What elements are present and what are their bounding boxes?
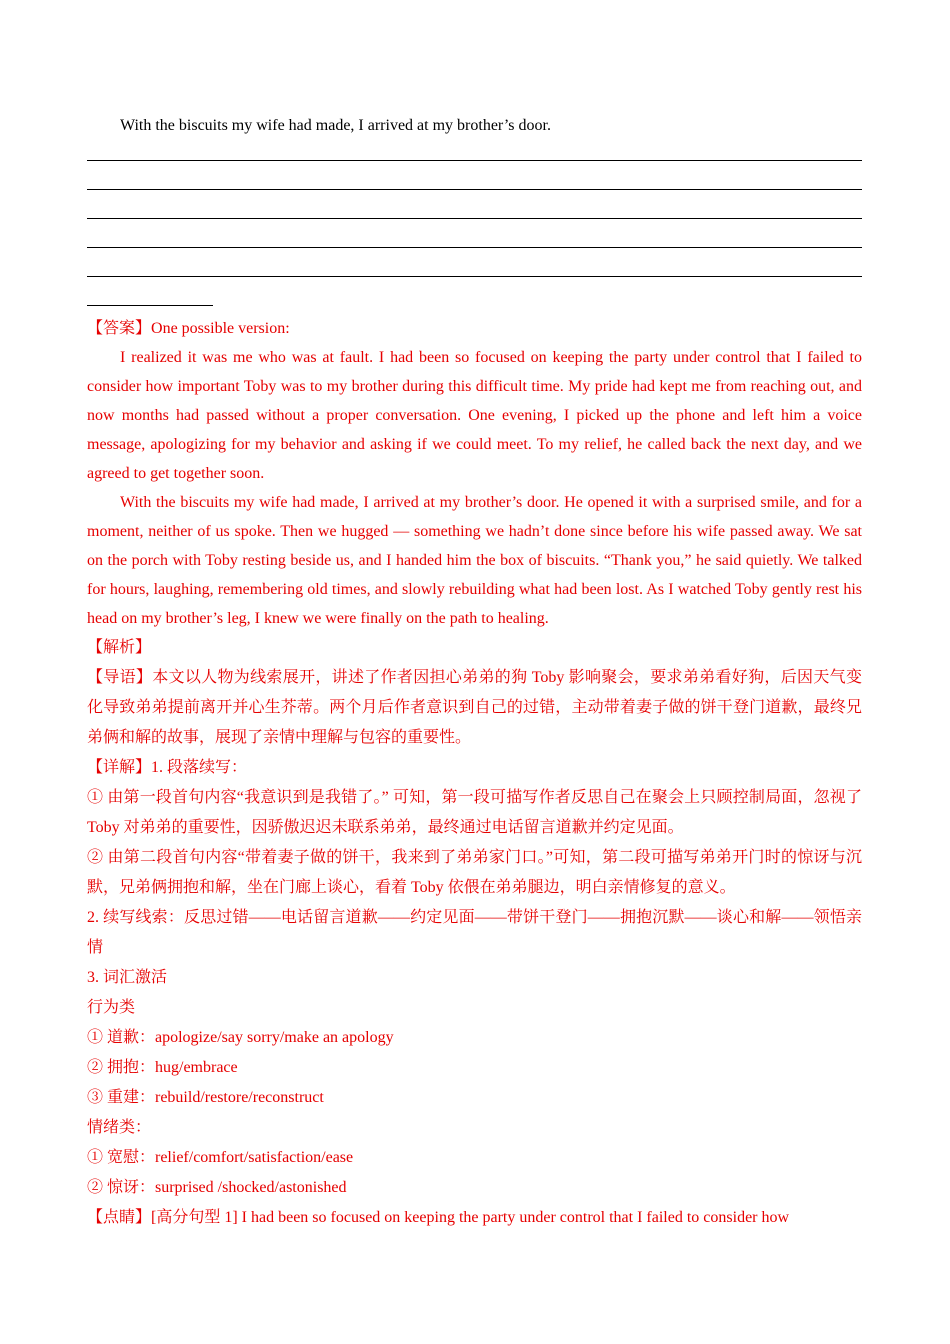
analysis-heading: 【解析】: [87, 639, 152, 656]
continuation-clue: 2. 续写线索：反思过错——电话留言道歉——约定见面——带饼干登门——拥抱沉默——谈心和解——领悟亲情: [87, 909, 862, 956]
highlight-label: 【点睛】: [87, 1209, 152, 1226]
answer-intro: One possible version:: [151, 320, 290, 337]
answer-blank-line: [87, 169, 862, 198]
answer-blank-line-short: [87, 285, 862, 314]
guide-label: 【导语】: [87, 669, 153, 686]
emotion-title: 情绪类：: [87, 1119, 152, 1136]
action-title: 行为类: [87, 999, 136, 1016]
action-item: ② 拥抱：hug/embrace: [87, 1059, 238, 1076]
detail-heading: [87, 753, 862, 783]
answer-heading: [87, 314, 862, 343]
answer-blank-line: [87, 227, 862, 256]
answer-blank-line: [87, 198, 862, 227]
answer-blank-line: [87, 140, 862, 169]
document-content: [87, 111, 862, 1233]
action-item: ③ 重建：rebuild/restore/reconstruct: [87, 1089, 324, 1106]
answer-paragraph-1: I realized it was me who was at fault. I had been so focused on keeping the party under control that I failed to consider how important Toby was to my brother during this difficult time. My pride had kept me from reaching out, and now months had passed without a proper conversation. One evening, I picked up the phone and left him a voice message, apologizing for my behavior and asking if we could meet. To my relief, he called back the next day, and we agreed to get together soon.: [87, 349, 862, 482]
guide-paragraph: [87, 663, 862, 753]
emotion-item: ① 宽慰：relief/comfort/satisfaction/ease: [87, 1149, 354, 1166]
guide-text: 本文以人物为线索展开，讲述了作者因担心弟弟的狗 Toby 影响聚会，要求弟弟看好狗，后因天气变化导致弟弟提前离开并心生芥蒂。两个月后作者意识到自己的过错，主动带着妻子做的饼干登门道歉，最终兄弟俩和解的故事，展现了亲情中理解与包容的重要性。: [87, 669, 862, 746]
answer-paragraph-2: With the biscuits my wife had made, I arrived at my brother’s door. He opened it with a surprised smile, and for a moment, neither of us spoke. Then we hugged — something we hadn’t done since before his wife passed away. We sat on the porch with Toby resting beside us, and I handed him the box of biscuits. “Thank you,” he said quietly. We talked for hours, laughing, remembering old times, and slowly rebuilding what had been lost. As I watched Toby gently rest his head on my brother’s leg, I knew we were finally on the path to healing.: [87, 494, 862, 627]
answer-label: 【答案】: [87, 320, 152, 337]
detail-label: 【详解】: [87, 759, 152, 776]
highlight-paragraph: [87, 1203, 862, 1233]
answer-blank-line: [87, 256, 862, 285]
prompt-line: With the biscuits my wife had made, I arrived at my brother’s door.: [120, 117, 551, 134]
detail-point-2: ② 由第二段首句内容“带着妻子做的饼干，我来到了弟弟家门口。”可知，第二段可描写弟弟开门时的惊讶与沉默，兄弟俩拥抱和解，坐在门廊上谈心，看着 Toby 依偎在弟弟腿边，明白亲情修复的意义。: [87, 849, 862, 896]
action-item: ① 道歉：apologize/say sorry/make an apology: [87, 1029, 394, 1046]
emotion-item: ② 惊讶：surprised /shocked/astonished: [87, 1179, 347, 1196]
detail-first: 1. 段落续写：: [151, 759, 248, 776]
vocab-title: 3. 词汇激活: [87, 969, 168, 986]
highlight-text: [高分句型 1] I had been so focused on keeping the party under control that I failed to consider how: [151, 1209, 790, 1226]
detail-point-1: ① 由第一段首句内容“我意识到是我错了。” 可知，第一段可描写作者反思自己在聚会上只顾控制局面，忽视了 Toby 对弟弟的重要性，因骄傲迟迟未联系弟弟，最终通过电话留言道歉并约定见面。: [87, 789, 862, 836]
